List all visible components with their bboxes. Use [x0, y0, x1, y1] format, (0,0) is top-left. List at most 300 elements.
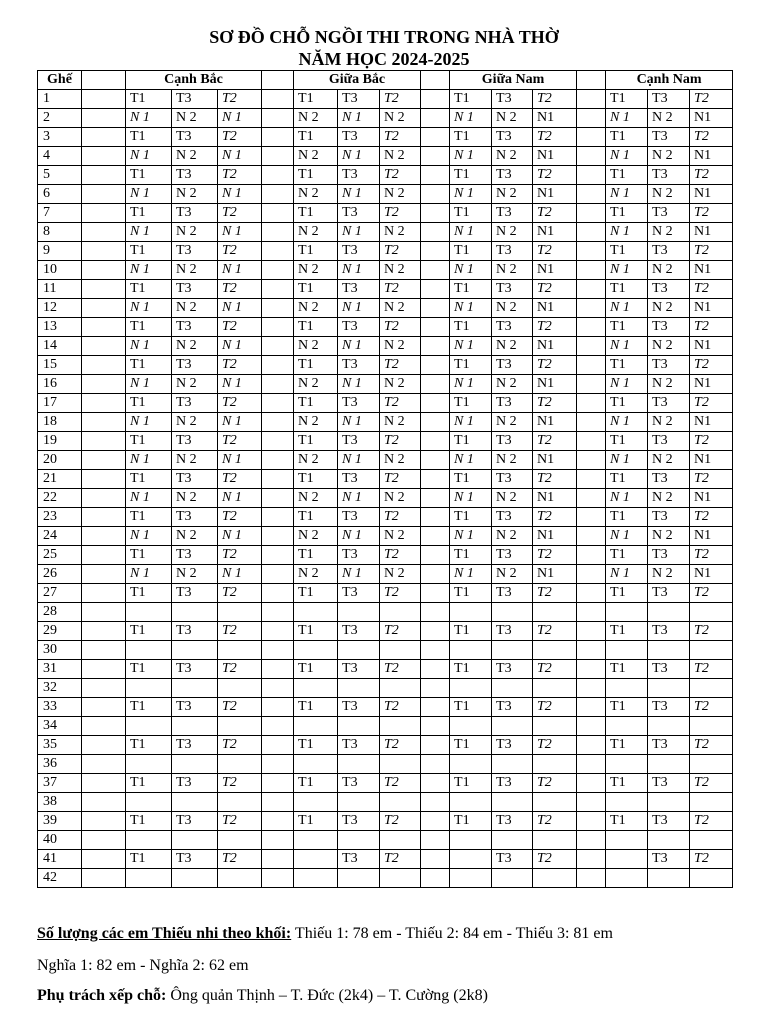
seat-cell-canh-nam: N 1 [606, 451, 648, 470]
seat-cell-canh-bac: T1 [126, 508, 172, 527]
seat-cell-canh-bac: T1 [126, 546, 172, 565]
seat-cell-giua-nam: T1 [450, 774, 492, 793]
empty-cell [606, 755, 648, 774]
aisle-gap [82, 717, 126, 736]
aisle-gap [82, 109, 126, 128]
aisle-gap [421, 546, 450, 565]
seat-cell-giua-nam: T2 [533, 90, 577, 109]
seat-cell-giua-bac: N 2 [380, 185, 421, 204]
seat-cell-giua-nam: T1 [450, 394, 492, 413]
seat-cell-canh-nam: T2 [690, 128, 733, 147]
aisle-gap [577, 223, 606, 242]
seat-cell-canh-nam: N1 [690, 375, 733, 394]
aisle-gap [421, 318, 450, 337]
empty-cell [380, 793, 421, 812]
seat-header: Ghế [38, 71, 82, 90]
aisle-gap [82, 166, 126, 185]
aisle-gap [82, 736, 126, 755]
seat-cell-canh-bac: N 1 [218, 261, 262, 280]
seat-cell-giua-bac: T2 [380, 470, 421, 489]
seat-cell-canh-nam: N 2 [648, 337, 690, 356]
aisle-gap [577, 584, 606, 603]
aisle-gap [577, 736, 606, 755]
aisle-gap [421, 755, 450, 774]
seat-cell-canh-nam: T3 [648, 508, 690, 527]
seat-cell-canh-nam: T3 [648, 546, 690, 565]
class-count-line [37, 924, 613, 944]
seat-cell-giua-nam: T1 [450, 204, 492, 223]
table-row [38, 242, 733, 261]
seat-cell-giua-nam: N 2 [492, 337, 533, 356]
seat-cell-giua-bac: T2 [380, 356, 421, 375]
empty-cell [172, 603, 218, 622]
seat-number: 40 [38, 831, 82, 850]
table-row [38, 850, 733, 869]
seat-number: 35 [38, 736, 82, 755]
seat-cell-giua-bac: N 2 [380, 109, 421, 128]
aisle-gap [421, 812, 450, 831]
seat-number: 13 [38, 318, 82, 337]
seat-cell-giua-bac: N 1 [338, 299, 380, 318]
seat-cell-canh-bac: T3 [172, 850, 218, 869]
empty-cell [533, 717, 577, 736]
seat-cell-giua-nam: N1 [533, 109, 577, 128]
seat-cell-canh-bac: N 1 [218, 109, 262, 128]
aisle-gap [262, 527, 294, 546]
empty-cell [126, 831, 172, 850]
table-row [38, 451, 733, 470]
empty-cell [690, 755, 733, 774]
seat-cell-canh-nam: T1 [606, 242, 648, 261]
seat-cell-canh-bac: N 1 [218, 223, 262, 242]
seat-cell-giua-nam: T3 [492, 774, 533, 793]
aisle-gap [262, 242, 294, 261]
empty-cell [294, 679, 338, 698]
seat-cell-giua-nam: T3 [492, 128, 533, 147]
seat-cell-canh-nam: T3 [648, 698, 690, 717]
seat-cell-giua-nam: N 1 [450, 299, 492, 318]
seat-cell-giua-bac: T3 [338, 622, 380, 641]
seat-cell-giua-bac: T3 [338, 470, 380, 489]
seat-cell-giua-bac: N 2 [294, 261, 338, 280]
seat-cell-canh-bac: T3 [172, 204, 218, 223]
seat-cell-canh-bac: N 1 [126, 527, 172, 546]
empty-cell [126, 869, 172, 888]
seat-cell-canh-bac: N 1 [126, 337, 172, 356]
seat-number: 28 [38, 603, 82, 622]
seat-cell-canh-nam: N1 [690, 565, 733, 584]
seat-cell-giua-bac: T2 [380, 584, 421, 603]
empty-cell [690, 679, 733, 698]
seat-cell-giua-bac: N 1 [338, 147, 380, 166]
seat-cell-giua-nam: N 1 [450, 451, 492, 470]
seat-cell-giua-bac: N 2 [294, 147, 338, 166]
seat-cell-giua-nam: T2 [533, 242, 577, 261]
table-row [38, 831, 733, 850]
seat-cell-giua-bac: N 2 [294, 565, 338, 584]
seat-cell-canh-nam: T2 [690, 470, 733, 489]
seat-cell-canh-bac: T3 [172, 432, 218, 451]
seat-cell-canh-nam: T3 [648, 204, 690, 223]
seat-cell-giua-nam: N 2 [492, 223, 533, 242]
seat-cell-giua-nam: T3 [492, 166, 533, 185]
empty-cell [648, 869, 690, 888]
aisle-gap [262, 660, 294, 679]
seat-cell-canh-nam: T1 [606, 204, 648, 223]
empty-cell [126, 717, 172, 736]
aisle-gap [262, 546, 294, 565]
seat-cell-giua-bac: N 2 [294, 185, 338, 204]
seat-number: 38 [38, 793, 82, 812]
aisle-gap [82, 451, 126, 470]
aisle-gap [262, 679, 294, 698]
seat-number: 26 [38, 565, 82, 584]
seat-cell-canh-nam: T2 [690, 546, 733, 565]
aisle-gap [262, 774, 294, 793]
aisle-gap [577, 565, 606, 584]
seat-cell-giua-bac: T3 [338, 166, 380, 185]
empty-cell [338, 603, 380, 622]
aisle-gap [262, 736, 294, 755]
aisle-gap [421, 869, 450, 888]
seat-cell-giua-bac: T3 [338, 812, 380, 831]
empty-cell [648, 717, 690, 736]
aisle-gap [421, 641, 450, 660]
aisle-gap [577, 622, 606, 641]
empty-cell [218, 641, 262, 660]
seat-cell-canh-nam: T1 [606, 812, 648, 831]
aisle-gap [421, 774, 450, 793]
aisle-gap [577, 850, 606, 869]
seat-cell-giua-nam: N1 [533, 375, 577, 394]
seat-number: 37 [38, 774, 82, 793]
aisle-gap [82, 774, 126, 793]
aisle-gap [262, 698, 294, 717]
seat-cell-canh-bac: N 1 [126, 489, 172, 508]
seat-number: 21 [38, 470, 82, 489]
aisle-gap [262, 356, 294, 375]
seat-cell-giua-nam: N 2 [492, 527, 533, 546]
aisle-gap [421, 185, 450, 204]
seat-cell-giua-bac: T2 [380, 546, 421, 565]
seat-cell-canh-bac: N 1 [218, 451, 262, 470]
aisle-gap [82, 527, 126, 546]
seat-cell-canh-nam: T3 [648, 812, 690, 831]
table-row [38, 318, 733, 337]
seat-cell-giua-nam: N1 [533, 185, 577, 204]
aisle-gap [262, 432, 294, 451]
table-row [38, 565, 733, 584]
empty-cell [294, 850, 338, 869]
seat-cell-giua-bac: N 2 [380, 489, 421, 508]
seat-cell-giua-bac: T3 [338, 546, 380, 565]
empty-cell [450, 831, 492, 850]
seat-cell-giua-nam: T1 [450, 508, 492, 527]
empty-cell [338, 717, 380, 736]
aisle-gap [421, 831, 450, 850]
aisle-gap [262, 337, 294, 356]
seat-cell-giua-nam: T2 [533, 432, 577, 451]
seat-number: 42 [38, 869, 82, 888]
aisle-gap [82, 679, 126, 698]
table-row [38, 413, 733, 432]
aisle-gap [421, 204, 450, 223]
empty-cell [533, 755, 577, 774]
aisle-gap [577, 793, 606, 812]
empty-cell [606, 641, 648, 660]
aisle-gap [421, 622, 450, 641]
seat-cell-giua-bac: N 1 [338, 223, 380, 242]
seat-cell-canh-nam: T1 [606, 774, 648, 793]
seat-cell-canh-bac: T1 [126, 204, 172, 223]
aisle-gap [421, 660, 450, 679]
seat-cell-canh-nam: T3 [648, 318, 690, 337]
seat-cell-canh-nam: T2 [690, 736, 733, 755]
seat-cell-canh-nam: T3 [648, 356, 690, 375]
seat-cell-canh-bac: N 2 [172, 527, 218, 546]
table-row [38, 717, 733, 736]
seat-cell-canh-nam: T3 [648, 774, 690, 793]
seat-cell-canh-bac: T1 [126, 812, 172, 831]
empty-cell [172, 641, 218, 660]
seat-cell-giua-bac: N 1 [338, 413, 380, 432]
seat-cell-giua-nam: N1 [533, 299, 577, 318]
aisle-gap [577, 242, 606, 261]
seat-cell-canh-nam: T1 [606, 470, 648, 489]
seat-cell-canh-nam: T1 [606, 318, 648, 337]
seat-cell-canh-bac: T2 [218, 850, 262, 869]
seat-number: 15 [38, 356, 82, 375]
seat-cell-giua-nam: T2 [533, 204, 577, 223]
seat-cell-canh-bac: T2 [218, 432, 262, 451]
empty-cell [126, 679, 172, 698]
seat-cell-giua-nam: N 2 [492, 299, 533, 318]
seat-number: 16 [38, 375, 82, 394]
empty-cell [218, 717, 262, 736]
table-row [38, 603, 733, 622]
aisle-gap [262, 603, 294, 622]
seat-cell-canh-bac: N 1 [218, 299, 262, 318]
seat-number: 3 [38, 128, 82, 147]
seat-cell-giua-bac: T3 [338, 432, 380, 451]
aisle-gap [577, 869, 606, 888]
table-row [38, 147, 733, 166]
seat-cell-giua-bac: T1 [294, 698, 338, 717]
table-row [38, 166, 733, 185]
empty-cell [380, 641, 421, 660]
aisle-gap [82, 337, 126, 356]
seat-cell-canh-bac: T1 [126, 356, 172, 375]
seat-cell-canh-nam: T2 [690, 242, 733, 261]
table-row [38, 280, 733, 299]
aisle-gap [421, 527, 450, 546]
empty-cell [450, 850, 492, 869]
empty-cell [172, 717, 218, 736]
seat-number: 8 [38, 223, 82, 242]
seat-cell-giua-bac: T2 [380, 736, 421, 755]
seat-cell-canh-bac: T3 [172, 242, 218, 261]
aisle-gap [421, 736, 450, 755]
aisle-gap [577, 375, 606, 394]
seat-cell-canh-nam: T2 [690, 660, 733, 679]
aisle-gap [421, 337, 450, 356]
aisle-gap [82, 242, 126, 261]
aisle-gap [262, 717, 294, 736]
table-row [38, 755, 733, 774]
seat-cell-giua-bac: T2 [380, 128, 421, 147]
empty-cell [492, 831, 533, 850]
seat-cell-canh-nam: N 1 [606, 223, 648, 242]
aisle-gap [577, 318, 606, 337]
aisle-gap [262, 489, 294, 508]
seat-cell-giua-bac: N 1 [338, 109, 380, 128]
seat-cell-giua-nam: T2 [533, 318, 577, 337]
aisle-gap [262, 565, 294, 584]
aisle-gap [577, 261, 606, 280]
seat-cell-giua-bac: T1 [294, 318, 338, 337]
seat-cell-giua-bac: T2 [380, 280, 421, 299]
seat-cell-giua-nam: T3 [492, 812, 533, 831]
empty-cell [338, 869, 380, 888]
seat-cell-canh-nam: N 1 [606, 261, 648, 280]
seat-cell-canh-nam: T1 [606, 432, 648, 451]
seat-cell-canh-nam: T3 [648, 90, 690, 109]
empty-cell [606, 850, 648, 869]
empty-cell [218, 755, 262, 774]
table-row [38, 109, 733, 128]
seat-cell-giua-nam: N 2 [492, 375, 533, 394]
seat-number: 23 [38, 508, 82, 527]
table-row [38, 223, 733, 242]
seat-cell-giua-bac: N 1 [338, 489, 380, 508]
seat-cell-giua-nam: N 1 [450, 337, 492, 356]
seat-cell-giua-bac: N 2 [380, 337, 421, 356]
aisle-gap [577, 755, 606, 774]
empty-cell [450, 793, 492, 812]
seat-cell-canh-bac: N 1 [126, 147, 172, 166]
empty-cell [380, 717, 421, 736]
empty-cell [450, 717, 492, 736]
aisle-gap [262, 318, 294, 337]
seat-number: 34 [38, 717, 82, 736]
aisle-gap [421, 90, 450, 109]
seat-cell-giua-nam: T2 [533, 584, 577, 603]
seat-cell-giua-bac: T2 [380, 774, 421, 793]
seat-cell-canh-bac: N 2 [172, 413, 218, 432]
seat-cell-canh-bac: T2 [218, 698, 262, 717]
seat-cell-canh-nam: N 1 [606, 185, 648, 204]
aisle-gap [577, 166, 606, 185]
seat-cell-giua-nam: N1 [533, 451, 577, 470]
class-count-label: Số lượng các em Thiếu nhi theo khối: [37, 925, 292, 942]
page-title: SƠ ĐỒ CHỖ NGỒI THI TRONG NHÀ THỜ [209, 27, 559, 47]
seat-cell-giua-bac: T1 [294, 356, 338, 375]
seat-cell-canh-bac: T2 [218, 546, 262, 565]
seat-number: 20 [38, 451, 82, 470]
aisle-gap [577, 831, 606, 850]
aisle-gap [82, 793, 126, 812]
seat-number: 32 [38, 679, 82, 698]
seat-cell-canh-bac: N 2 [172, 565, 218, 584]
seat-cell-canh-nam: N 1 [606, 489, 648, 508]
seat-cell-canh-bac: N 1 [218, 375, 262, 394]
seat-number: 22 [38, 489, 82, 508]
empty-cell [218, 869, 262, 888]
seat-cell-giua-bac: T1 [294, 432, 338, 451]
aisle-gap [421, 147, 450, 166]
seat-cell-canh-nam: T2 [690, 394, 733, 413]
seat-cell-canh-nam: T2 [690, 280, 733, 299]
seat-cell-canh-nam: T1 [606, 280, 648, 299]
aisle-gap [262, 223, 294, 242]
seat-cell-canh-nam: N 1 [606, 147, 648, 166]
aisle-gap [577, 508, 606, 527]
empty-cell [606, 831, 648, 850]
aisle-gap [577, 337, 606, 356]
seat-cell-canh-nam: N1 [690, 489, 733, 508]
table-row [38, 679, 733, 698]
aisle-gap [577, 489, 606, 508]
seat-cell-giua-nam: T1 [450, 736, 492, 755]
seat-cell-giua-nam: T2 [533, 470, 577, 489]
aisle-gap [82, 641, 126, 660]
seat-cell-giua-bac: T2 [380, 622, 421, 641]
empty-cell [380, 603, 421, 622]
seat-cell-canh-nam: T1 [606, 394, 648, 413]
table-row [38, 622, 733, 641]
seat-cell-canh-bac: T1 [126, 394, 172, 413]
aisle-gap [577, 432, 606, 451]
seat-cell-canh-bac: N 1 [126, 375, 172, 394]
seat-cell-canh-nam: N 2 [648, 527, 690, 546]
empty-cell [690, 717, 733, 736]
seat-cell-giua-bac: N 1 [338, 375, 380, 394]
seat-cell-giua-bac: T1 [294, 128, 338, 147]
aisle-gap [262, 451, 294, 470]
seat-cell-giua-bac: T3 [338, 394, 380, 413]
seat-cell-canh-bac: T3 [172, 128, 218, 147]
seat-cell-canh-nam: T2 [690, 508, 733, 527]
seat-cell-canh-nam: T2 [690, 812, 733, 831]
seat-cell-giua-nam: T3 [492, 394, 533, 413]
seat-cell-canh-bac: N 2 [172, 299, 218, 318]
seat-cell-giua-bac: T1 [294, 204, 338, 223]
seat-cell-canh-nam: T2 [690, 622, 733, 641]
seat-cell-canh-nam: N1 [690, 451, 733, 470]
empty-cell [126, 755, 172, 774]
seat-cell-giua-nam: T1 [450, 242, 492, 261]
empty-cell [690, 869, 733, 888]
seating-table [37, 70, 733, 888]
seat-cell-giua-bac: N 2 [294, 451, 338, 470]
empty-cell [294, 869, 338, 888]
aisle-gap [82, 831, 126, 850]
table-row [38, 869, 733, 888]
seat-cell-giua-bac: T1 [294, 470, 338, 489]
seat-cell-canh-nam: T1 [606, 736, 648, 755]
aisle-gap [82, 280, 126, 299]
aisle-gap [82, 755, 126, 774]
seat-cell-giua-bac: T2 [380, 850, 421, 869]
seat-number: 25 [38, 546, 82, 565]
aisle-gap [262, 261, 294, 280]
seat-cell-canh-nam: N1 [690, 109, 733, 128]
seat-number: 36 [38, 755, 82, 774]
seat-cell-canh-nam: N 2 [648, 565, 690, 584]
table-row [38, 337, 733, 356]
class-count-line-2: Nghĩa 1: 82 em - Nghĩa 2: 62 em [37, 957, 249, 974]
in-charge-text: Ông quản Thịnh – T. Đức (2k4) – T. Cường (2k8) [166, 987, 488, 1004]
